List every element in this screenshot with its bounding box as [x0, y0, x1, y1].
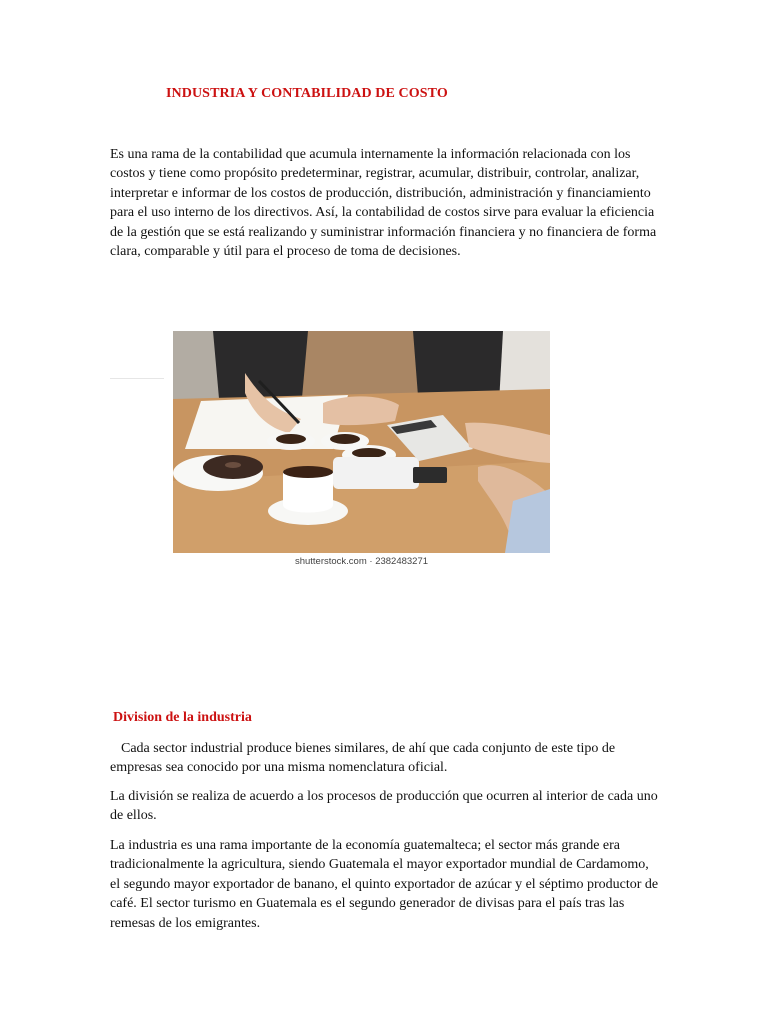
paragraph: La industria es una rama importante de la economía guatemalteca; el sector más grande era tradicionalmente la agricultura, siendo Guatemala el mayor exportador mundial de Cardamomo, el segundo mayor exportador de banano, el quinto exportador de azúcar y el séptimo productor de café. El sector turismo en Guatemala es el segundo generador de divisas para el país tras las remesas de los emigrantes.	[110, 838, 659, 931]
page-title: INDUSTRIA Y CONTABILIDAD DE COSTO	[166, 86, 448, 101]
paragraph: Cada sector industrial produce bienes similares, de ahí que cada conjunto de este tipo de empresas sea conocido por una misma nomenclatura oficial.	[110, 741, 616, 776]
photo-coffee-beans	[352, 448, 386, 458]
photo-coffee-beans	[330, 434, 360, 444]
section-heading: Division de la industria	[113, 710, 252, 725]
paragraph: La división se realiza de acuerdo a los procesos de producción que ocurren al interior de cada uno de ellos.	[110, 789, 658, 824]
photo-coffee-beans	[276, 434, 306, 444]
photo-coffee-surface	[283, 466, 333, 478]
divider	[110, 378, 164, 379]
photo-donut-hole	[225, 462, 241, 468]
accounting-photo	[173, 331, 550, 553]
photo-left-hand	[323, 396, 399, 425]
photo-credit: shutterstock.com · 2382483271	[173, 555, 550, 569]
photo-scale	[333, 457, 419, 489]
photo-phone	[413, 467, 447, 483]
intro-paragraph: Es una rama de la contabilidad que acumula internamente la información relacionada con los costos y tiene como propósito predeterminar, registrar, acumular, distribuir, controlar, analizar, interpretar e informar de los costos de producción, distribución, administración y financiamiento para el uso interno de los directivos. Así, la contabilidad de costos sirve para evaluar la eficiencia de la gestión que se está realizando y suministrar información financiera y no financiera de forma clara, comparable y útil para el proceso de toma de decisiones.	[110, 147, 657, 260]
